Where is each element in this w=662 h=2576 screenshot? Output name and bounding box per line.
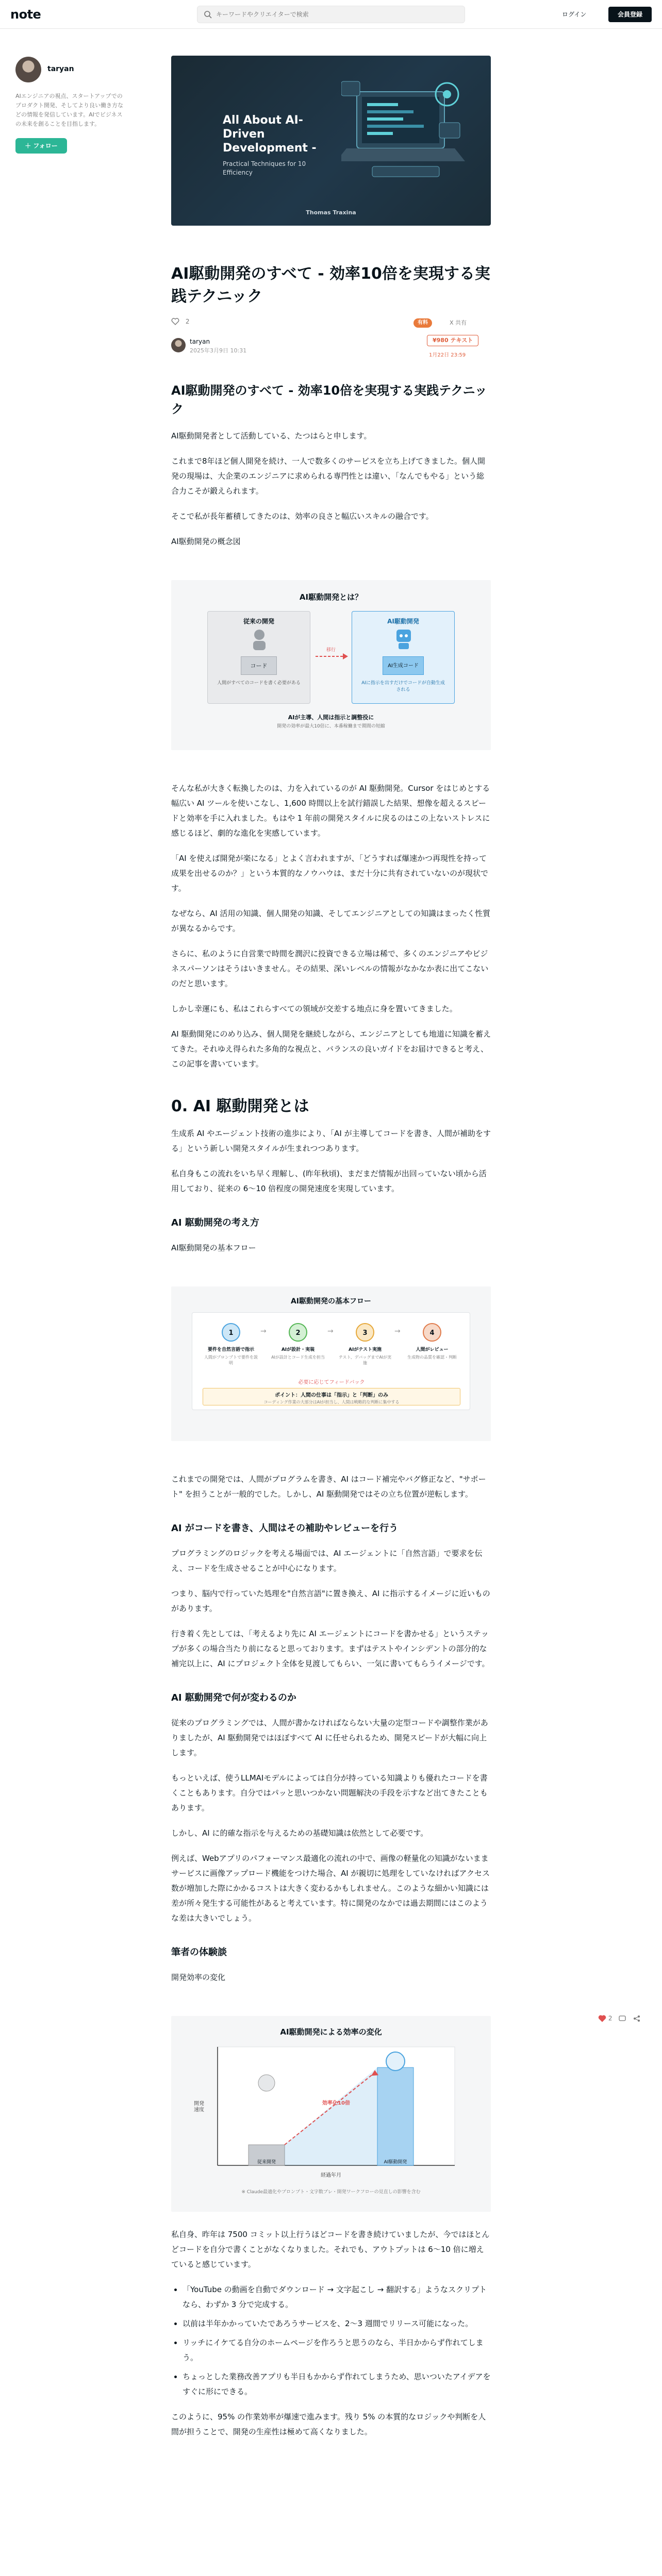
figure-title: AI駆動開発の基本フロー — [290, 1297, 372, 1306]
section-heading-concept: AI 駆動開発の考え方 — [171, 1217, 259, 1228]
step-label: AIがテスト実施 — [349, 1347, 382, 1352]
figure-title: AI駆動開発による効率の変化 — [280, 2027, 382, 2037]
figure-bottom-title: AIが主導、人間は指示と調整役に — [288, 714, 374, 721]
author-avatar[interactable] — [171, 338, 186, 352]
flow-panel — [192, 1312, 470, 1410]
avatar[interactable] — [15, 57, 41, 82]
author-name[interactable]: taryan — [190, 338, 210, 345]
login-link[interactable]: ログイン — [562, 11, 587, 18]
step-label: AIが設計・実装 — [281, 1347, 315, 1352]
author-row — [171, 336, 491, 357]
ai-marker — [386, 2052, 405, 2071]
paragraph: 従来のプログラミングでは、人間が書かなければならない大量の定型コードや調整作業がありましたが、AI 駆動開発ではほぼすべて AI に任せられるため、開発スピードが大幅に向上します。 — [171, 1718, 488, 1757]
author-sidebar — [15, 57, 129, 154]
article — [171, 56, 491, 2439]
code-box: コード — [241, 656, 277, 675]
flow-arrow-icon: → — [327, 1327, 334, 1335]
x-axis-label: 経過年月 — [321, 2173, 341, 2178]
traditional-marker — [258, 2075, 275, 2091]
laptop-illustration-icon — [341, 71, 470, 195]
step-desc: テスト、デバッグまでAIが実施 — [338, 1355, 392, 1365]
search-icon — [204, 10, 212, 19]
heart-icon[interactable] — [171, 317, 179, 326]
section-heading-experience: 筆者の体験談 — [171, 1947, 227, 1958]
follow-button[interactable] — [15, 138, 67, 154]
sale-note: 1月22日 23:59 — [429, 352, 466, 358]
floating-like-count: 2 — [608, 2014, 613, 2022]
left-heading: 従来の開発 — [243, 618, 274, 625]
heart-icon[interactable] — [598, 2014, 606, 2023]
paragraph: もっといえば、使うLLMAIモデルによっては自分が持っている知識よりも優れたコードを書くこともあります。自分ではパッと思いつかない問題解決の手段を示すなど出てきたこともあります。 — [171, 1773, 488, 1812]
section-heading-change: AI 駆動開発で何が変わるのか — [171, 1692, 296, 1703]
y-axis-label: 開発速度 — [194, 2101, 204, 2113]
article-title: AI駆動開発のすべて - 効率10倍を実現する実践テクニック — [171, 265, 490, 306]
figure-title: AI駆動開発とは？ — [299, 592, 363, 602]
paid-badge: 有料 — [413, 318, 432, 328]
paragraph: そんな私が大きく転換したのは、力を入れているのが AI 駆動開発。Cursor をはじめとする幅広い AI ツールを使いこなし、1,600 時間以上を試行錯誤した結果、想像を超えるスピードと効率を手に入れました。もはや 1 年前の開発スタイルに戻るのはこの上ないストレスに感じるほど、劇的な進化を実感しています。 — [171, 784, 490, 838]
point-note: コーディング作業の大部分はAIが担当し、人間は戦略的な判断に集中する — [263, 1400, 400, 1404]
share-button[interactable]: X 共有 — [450, 319, 467, 326]
sidebar-author-name[interactable]: taryan — [47, 65, 74, 73]
figure-label: AI駆動開発の基本フロー — [171, 1243, 256, 1252]
paragraph: 生成系 AI やエージェント技術の進歩により、「AI が主導してコードを書き、人間が補助をする」という新しい開発スタイルが生まれつつあります。 — [171, 1129, 491, 1153]
bar2-label: AI駆動開発 — [384, 2160, 407, 2165]
traditional-dev-box — [207, 611, 310, 704]
figure-efficiency-change — [171, 2016, 491, 2212]
figure-basic-flow — [171, 1286, 491, 1441]
figure-caption: ※ Claude最適化やプロンプト・文字数ブレ・開発ワークフローの見直しの影響を含む — [241, 2190, 421, 2195]
article-meta — [171, 317, 491, 329]
point-title: ポイント：人間の仕事は「指示」と「判断」のみ — [275, 1393, 388, 1398]
loop-note: 必要に応じてフィードバック — [298, 1380, 365, 1385]
ai-dev-box — [352, 611, 455, 704]
step-number: 1 — [222, 1323, 240, 1342]
paragraph: AI 駆動開発にのめり込み、個人開発を継続しながら、エンジニアとしても地道に知識を蓄えてきた。それゆえ得られた多角的な視点と、バランスの良いガイドをお届けできると考え、この記事を書いています。 — [171, 1029, 491, 1069]
list-item: • ちょっとした業務改善アプリも半日もかからず作れてしまうため、思いついたアイデアをすぐに形にできる。 — [183, 2369, 491, 2399]
paragraph: このように、95% の作業効率が爆速で進みます。残り 5% の本質的なロジックや判断を人間が担うことで、開発の生産性は極めて高くなりました。 — [171, 2412, 486, 2436]
paragraph: 「AI を使えば開発が楽になる」とよく言われますが、「どうすれば爆速かつ再現性を持って成果を出せるのか？」という本質的なノウハウは、まだ十分に共有されていないのが現状です。 — [171, 854, 489, 893]
person-icon — [208, 625, 311, 651]
paragraph: 例えば、Webアプリのパフォーマンス最適化の流れの中で、画像の軽量化の知識がないままサービスに画像アップロード機能をつけた場合、AI が親切に処理をしていなければアクセス数が増加した際にかかるコストは大きく変わるかもしれません。このような細かい知識には差が所々発生する可能性があると考えています。特に開発のなかでは過去期間にはこのような差は大きいでしょう。 — [171, 1854, 490, 1923]
step-number: 3 — [356, 1323, 374, 1342]
section-heading-zero: 0. AI 駆動開発とは — [171, 1097, 309, 1115]
figure-bottom-note: 開発の効率が最大10倍に、本番稼働まで期間の短縮 — [277, 724, 385, 729]
list-item: • リッチにイケてる自分のホームページを作ろうと思うのなら、半日かからず作れてしまう。 — [183, 2335, 491, 2365]
step-number: 4 — [423, 1323, 441, 1342]
paragraph: つまり、脳内で行っていた処理を"自然言語"に置き換え、AI に指示するイメージに近いものがあります。 — [171, 1589, 490, 1613]
step-desc: 人間がプロンプトで要件を説明 — [204, 1355, 258, 1365]
step-label: 要件を自然言語で指示 — [207, 1347, 254, 1352]
hero-title: All About AI-Driven Development - — [223, 114, 317, 155]
step-label: 人間がレビュー — [416, 1347, 449, 1352]
paragraph: 私自身もこの流れをいち早く理解し、(昨年秋頃)、まだまだ情報が出回っていない頃から活用しており、従来の 6〜10 倍程度の開発速度を実現しています。 — [171, 1169, 487, 1193]
paragraph: さらに、私のように自営業で時間を潤沢に投資できる立場は稀で、多くのエンジニアやビジネスパーソンはそうはいきません。その結果、深いレベルの情報がなかなか表に出てこないのだと思います。 — [171, 949, 489, 988]
section-heading-ai-writes: AI がコードを書き、人間はその補助やレビューを行う — [171, 1523, 399, 1534]
bar-ai — [377, 2067, 413, 2165]
ai-robot-icon — [352, 625, 455, 651]
right-note: AIに指示を出すだけでコードが自動生成される — [361, 681, 445, 692]
paragraph: しかし、AI に的確な指示を与えるための基礎知識は依然として必要です。 — [171, 1828, 428, 1838]
point-box — [203, 1388, 460, 1405]
figure-label: AI駆動開発の概念図 — [171, 537, 241, 546]
paragraph: そこで私が長年蓄積してきたのは、効率の良さと幅広いスキルの融合です。 — [171, 512, 434, 521]
flow-arrow-icon: → — [260, 1327, 267, 1335]
ai-code-box: AI生成コード — [383, 656, 424, 675]
list-item: • 「YouTube の動画を自動でダウンロード → 文字起こし → 翻訳する」ようなスクリプトなら、わずか 3 分で完成する。 — [183, 2282, 491, 2312]
paragraph: しかし幸運にも、私はこれらすべての領域が交差する地点に身を置いてきました。 — [171, 1004, 457, 1013]
left-note: 人間がすべてのコードを書く必要がある — [217, 681, 301, 686]
floating-actions — [598, 2014, 641, 2023]
comment-icon[interactable] — [618, 2014, 626, 2023]
search-input[interactable] — [216, 9, 453, 20]
flow-step — [404, 1323, 460, 1360]
publish-date: 2025年3月9日 10:31 — [190, 347, 247, 354]
flow-step — [337, 1323, 393, 1366]
section-heading-intro: AI駆動開発のすべて - 効率10倍を実現する実践テクニック — [171, 383, 487, 416]
right-heading: AI駆動開発 — [387, 618, 419, 625]
figure-label: 開発効率の変化 — [171, 1973, 226, 1982]
experience-list — [171, 2282, 491, 2399]
hero-subtitle: Practical Techniques for 10 Efficiency — [223, 160, 306, 176]
paragraph: これまでの開発では、人間がプログラムを書き、AI はコード補完やバグ修正など、"サポート" を担うことが一般的でした。しかし、AI 駆動開発ではその立ち位置が逆転します。 — [171, 1475, 486, 1499]
like-count: 2 — [185, 317, 190, 325]
step-desc: AIが設計とコード生成を担当 — [271, 1355, 325, 1360]
flow-step — [270, 1323, 326, 1360]
sidebar-bio: AIエンジニアの視点、スタートアップでのプロダクト開発、そしてより良い働き方などの情報を発信しています。AIでビジネスの未来を創ることを目指します。 — [15, 93, 123, 127]
add-user-icon: ＋ — [25, 142, 34, 149]
hero-image — [171, 56, 491, 226]
note-logo[interactable]: note — [10, 7, 41, 22]
paragraph: プログラミングのロジックを考える場面では、AI エージェントに「自然言語」で要求を伝え、コードを生成させることが中心になります。 — [171, 1549, 483, 1573]
paragraph: これまで8年ほど個人開発を続け、一人で数多くのサービスを立ち上げてきました。個人開発の現場は、大企業のエンジニアに求められる専門性とは違い、「なんでもやる」という総合力こそが鍛えられます。 — [171, 456, 485, 496]
signup-button[interactable]: 会員登録 — [608, 7, 652, 22]
figure-ai-development — [171, 580, 491, 750]
follow-label: フォロー — [33, 142, 58, 149]
list-item: • 以前は半年かかっていたであろうサービスを、2〜3 週間でリリース可能になった。 — [183, 2316, 491, 2331]
arrow-label: 移行 — [326, 648, 336, 653]
paragraph: AI駆動開発者として活動している、たつはらと申します。 — [171, 431, 372, 440]
bar1-label: 従来開発 — [257, 2160, 276, 2165]
paragraph: なぜなら、AI 活用の知識、個人開発の知識、そしてエンジニアとしての知識はまったく性質が異なるからです。 — [171, 909, 491, 933]
price-badge[interactable]: ¥980 テキスト — [427, 335, 478, 346]
flow-arrow-icon: → — [394, 1327, 401, 1335]
step-desc: 生成物の品質を確認・判断 — [407, 1355, 457, 1360]
flow-step — [203, 1323, 259, 1366]
share-icon[interactable] — [633, 2014, 641, 2023]
paragraph: 私自身、昨年は 7500 コミット以上行うほどコードを書き続けていましたが、今ではほとんどコードを自分で書くことがなくなりました。それでも、アウトプットは 6〜10 倍に増えていると感じています。 — [171, 2230, 490, 2269]
paragraph: 行き着く先としては、「考えるより先に AI エージェントにコードを書かせる」というステップが多くの場合当たり前になると思っております。まずはテストやインシデントの部分的な補完以上に、AI にプロジェクト全体を見渡してもらい、一気に書いてもらうイメージです。 — [171, 1629, 490, 1668]
search-box[interactable] — [197, 6, 465, 23]
site-header — [0, 0, 662, 29]
hero-author: Thomas Traxina — [306, 209, 356, 216]
step-number: 2 — [289, 1323, 307, 1342]
efficiency-annotation: 効率化10倍 — [322, 2100, 350, 2106]
